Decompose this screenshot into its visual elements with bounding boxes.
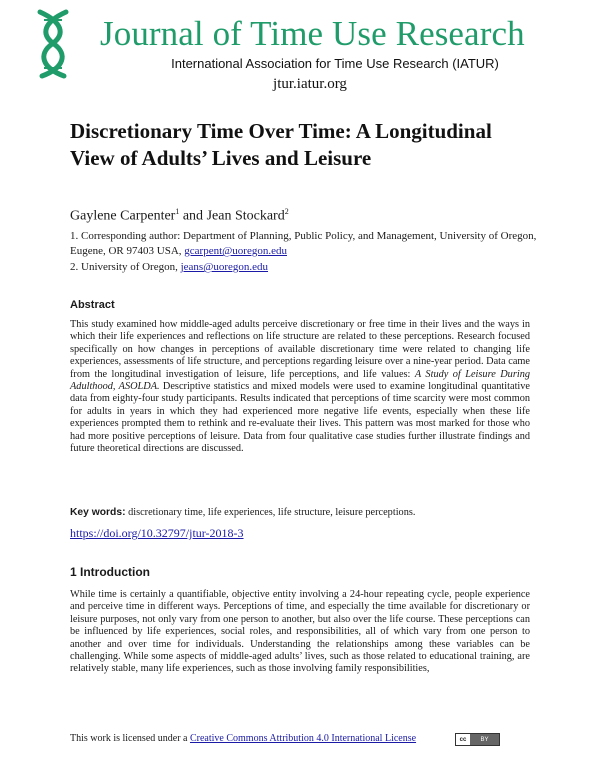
license-link[interactable]: Creative Commons Attribution 4.0 International License [189,733,417,744]
cc-icon: cc [459,736,467,743]
author-name: Jean Stockard [206,208,285,224]
study-title: A Study of Leisure During Adulthood, ASOLDA. [70,368,530,393]
doi-link-wrap [70,526,244,541]
cc-by-badge[interactable] [455,733,500,746]
author-name: Gaylene Carpenter [70,208,176,224]
keywords-label: Key words: [70,507,126,518]
author-affiliation-mark: 1 [175,207,180,216]
journal-site: jtur.iatur.org [273,76,347,92]
doi-link[interactable]: https://doi.org/10.32797/jtur-2018-3 [70,526,244,540]
article-title: Discretionary Time Over Time: A Longitudinal View of Adults’ Lives and Leisure [70,119,492,170]
abstract-heading: Abstract [70,299,115,311]
affiliation-2 [70,260,540,275]
abstract-text [70,319,530,455]
license-text: This work is licensed under a [70,733,190,744]
keywords-list: discretionary time, life experiences, life structure, leisure perceptions. [125,507,416,518]
affiliation-text: 2. University of Oregon, [70,261,181,273]
email-link[interactable]: jeans@uoregon.edu [180,261,269,273]
affiliation-text: 1. Corresponding author: Department of Planning, Public Policy, and Management, University of Oregon, Eugene, OR 97403 USA, [70,230,537,257]
keywords [70,507,530,518]
by-label: BY [470,734,499,745]
license-footer [70,733,416,744]
introduction-text: While time is certainly a quantifiable, objective entity involving a 24-hour repeating cycle, people experience and perceive time in different ways. Perceptions of time, and especially the time available for discretionary or leisure purposes, not only vary from one person to another, but also over the life course. These perceptions can be influenced by life experiences, social roles, and responsibilities, all of which vary from one person to another and over time for individuals. Understanding the relationships among these variables can be challenging. While some aspects of middle-aged adults’ lives, such as those related to educational training, are relatively stable, many life experiences, such as those involving family responsibilities, [70,589,530,675]
abstract-body: Descriptive statistics and mixed models were used to examine longitudinal quantitative data from eighty-four study participants. Results indicated that perceptions of time scarcity were most common for adults in years in which they had experienced more negative life events, especially when these life experiences prompted them to rethink and re-evaluate their lives. This pattern was most marked for those who had more positive perceptions of leisure. Data from four qualitative case studies further illustrate findings and future theoretical directions are discussed. [70,381,531,455]
association-name: International Association for Time Use Research (IATUR) [171,56,499,71]
author-affiliation-mark: 2 [284,207,289,216]
abstract-body: This study examined how middle-aged adults perceive discretionary or free time in their lives and the ways in which their life experiences and reflections on life structure are related to these perceptions. Research focused specifically on how changes in perceptions of available discretionary time were related to changing life experiences, assessments of life structure, and perceptions regarding leisure over a nine-year period. Data came from the longitudinal investigation of leisure, life perceptions, and life values: [70,319,530,380]
journal-title: Journal of Time Use Research [100,14,525,53]
email-link[interactable]: gcarpent@uoregon.edu [184,245,287,257]
author-separator: and [179,208,207,224]
section-heading-introduction: 1 Introduction [70,565,150,579]
author-list [70,207,289,225]
affiliation-1 [70,229,540,259]
